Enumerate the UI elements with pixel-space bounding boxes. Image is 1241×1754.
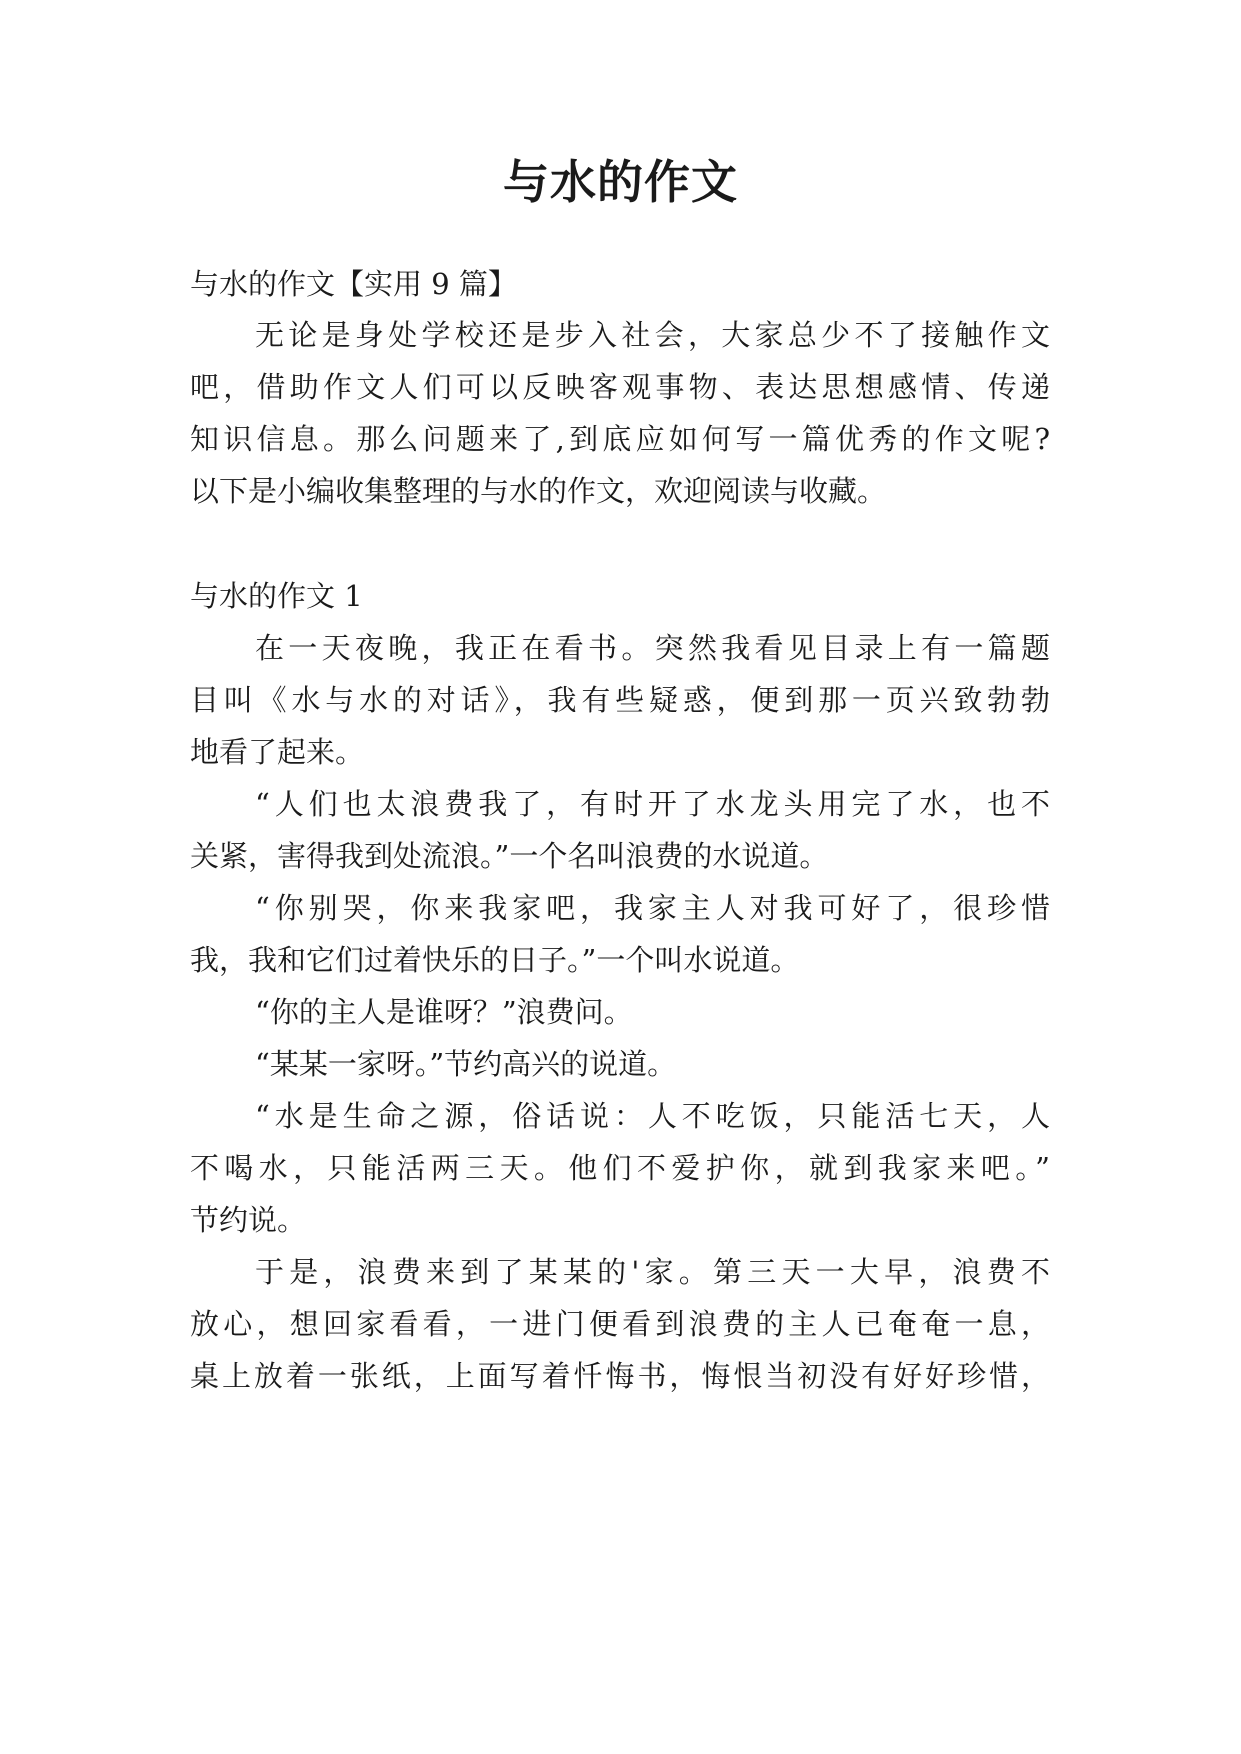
- body-line: “人们也太浪费我了，有时开了水龙头用完了水，也不: [255, 787, 1050, 821]
- intro-line: 知识信息。那么问题来了,到底应如何写一篇优秀的作文呢?: [190, 422, 1050, 456]
- body-line: “水是生命之源，俗话说：人不吃饭，只能活七天，人: [255, 1099, 1050, 1133]
- body-line: 于是，浪费来到了某某的'家。第三天一大早，浪费不: [255, 1255, 1050, 1289]
- intro-line: 无论是身处学校还是步入社会，大家总少不了接触作文: [255, 318, 1050, 352]
- body-line: 我，我和它们过着快乐的日子。”一个叫水说道。: [190, 943, 800, 977]
- body-line: 关紧，害得我到处流浪。”一个名叫浪费的水说道。: [190, 839, 829, 873]
- document-title: 与水的作文: [503, 155, 738, 209]
- body-line: 桌上放着一张纸，上面写着忏悔书，悔恨当初没有好好珍惜，: [190, 1359, 1050, 1393]
- body-line: 地看了起来。: [190, 735, 365, 769]
- body-line: 在一天夜晚，我正在看书。突然我看见目录上有一篇题: [255, 631, 1050, 665]
- body-line: “你别哭，你来我家吧，我家主人对我可好了，很珍惜: [255, 891, 1050, 925]
- body-line: 目叫《水与水的对话》，我有些疑惑，便到那一页兴致勃勃: [190, 683, 1050, 717]
- body-line: 不喝水，只能活两三天。他们不爱护你，就到我家来吧。”: [190, 1151, 1050, 1185]
- body-line: “你的主人是谁呀？”浪费问。: [255, 995, 633, 1029]
- document-subtitle: 与水的作文【实用 9 篇】: [190, 267, 517, 301]
- body-line: “某某一家呀。”节约高兴的说道。: [255, 1047, 677, 1081]
- body-line: 放心，想回家看看，一进门便看到浪费的主人已奄奄一息，: [190, 1307, 1050, 1341]
- intro-line: 吧，借助作文人们可以反映客观事物、表达思想感情、传递: [190, 370, 1050, 404]
- section-heading: 与水的作文 1: [190, 579, 363, 613]
- intro-line: 以下是小编收集整理的与水的作文，欢迎阅读与收藏。: [190, 474, 887, 508]
- body-line: 节约说。: [190, 1203, 307, 1237]
